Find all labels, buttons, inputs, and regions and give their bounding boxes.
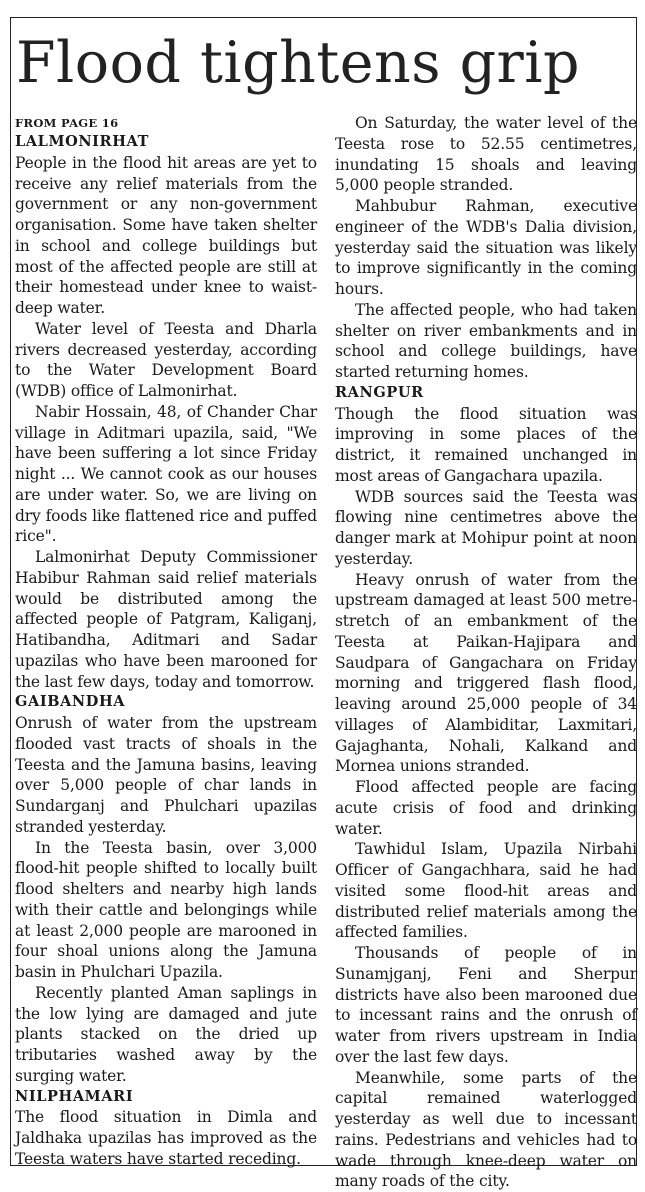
article-column-right	[335, 114, 637, 1192]
paragraph: Heavy onrush of water from the upstream damaged at least 500 metre-stretch of an embankment of the Teesta at Paikan-Hajipara and Saudpara of Gangachara on Friday morning and triggered flash flood, leaving around 25,000 people of 34 villages of Alambiditar, Laxmitari, Gajaghanta, Nohali, Kalkand and Mornea unions stranded.	[335, 570, 637, 778]
section-heading-gaibandha: GAIBANDHA	[15, 692, 317, 713]
paragraph: Tawhidul Islam, Upazila Nirbahi Officer of Gangachhara, said he had visited some flood-hit areas and distributed relief materials among the affected families.	[335, 839, 637, 943]
paragraph: In the Teesta basin, over 3,000 flood-hit people shifted to locally built flood shelters and nearby high lands with their cattle and belongings while at least 2,000 people are marooned in four shoal unions along the Jamuna basin in Phulchari Upazila.	[15, 838, 317, 983]
paragraph: WDB sources said the Teesta was flowing nine centimetres above the danger mark at Mohipur point at noon yesterday.	[335, 487, 637, 570]
section-heading-lalmonirhat: LALMONIRHAT	[15, 132, 317, 153]
paragraph: The affected people, who had taken shelter on river embankments and in school and college buildings, have started returning homes.	[335, 300, 637, 383]
headline: Flood tightens grip	[16, 26, 580, 100]
paragraph: Thousands of people of in Sunamjganj, Feni and Sherpur districts have also been marooned due to incessant rains and the onrush of water from rivers upstream in India over the last few days.	[335, 943, 637, 1068]
paragraph: Onrush of water from the upstream flooded vast tracts of shoals in the Teesta and the Jamuna basins, leaving over 5,000 people of char lands in Sundarganj and Phulchari upazilas stranded yesterday.	[15, 713, 317, 838]
paragraph: Nabir Hossain, 48, of Chander Char village in Aditmari upazila, said, "We have been suffering a lot since Friday night ... We cannot cook as our houses are under water. So, we are living on dry foods like flattened rice and puffed rice".	[15, 402, 317, 547]
paragraph: On Saturday, the water level of the Teesta rose to 52.55 centimetres, inundating 15 shoals and leaving 5,000 people stranded.	[335, 113, 637, 196]
frame-top-rule	[10, 17, 637, 18]
paragraph: The flood situation in Dimla and Jaldhaka upazilas has improved as the Teesta waters have started receding.	[15, 1107, 317, 1169]
paragraph: Though the flood situation was improving in some places of the district, it remained unchanged in most areas of Gangachara upazila.	[335, 404, 637, 487]
section-heading-nilphamari: NILPHAMARI	[15, 1087, 317, 1108]
paragraph: Recently planted Aman saplings in the low lying are damaged and jute plants stacked on the dried up tributaries washed away by the surging water.	[15, 983, 317, 1087]
paragraph: Lalmonirhat Deputy Commissioner Habibur Rahman said relief materials would be distributed among the affected people of Patgram, Kaliganj, Hatibandha, Aditmari and Sadar upazilas who have been marooned for the last few days, today and tomorrow.	[15, 547, 317, 692]
article-column-left	[15, 114, 317, 1170]
paragraph: People in the flood hit areas are yet to receive any relief materials from the government or any non-government organisation. Some have taken shelter in school and college buildings but most of the affected people are still at their homestead under knee to waist-deep water.	[15, 153, 317, 319]
paragraph: Flood affected people are facing acute crisis of food and drinking water.	[335, 777, 637, 839]
continued-from-kicker: FROM PAGE 16	[15, 114, 317, 132]
paragraph: Mahbubur Rahman, executive engineer of the WDB's Dalia division, yesterday said the situation was likely to improve significantly in the coming hours.	[335, 196, 637, 300]
paragraph: Meanwhile, some parts of the capital remained waterlogged yesterday as well due to incessant rains. Pedestrians and vehicles had to wade through knee-deep water on many roads of the city.	[335, 1068, 637, 1192]
section-heading-rangpur: RANGPUR	[335, 383, 637, 404]
paragraph: Water level of Teesta and Dharla rivers decreased yesterday, according to the Water Development Board (WDB) office of Lalmonirhat.	[15, 319, 317, 402]
frame-left-rule	[10, 17, 11, 1165]
